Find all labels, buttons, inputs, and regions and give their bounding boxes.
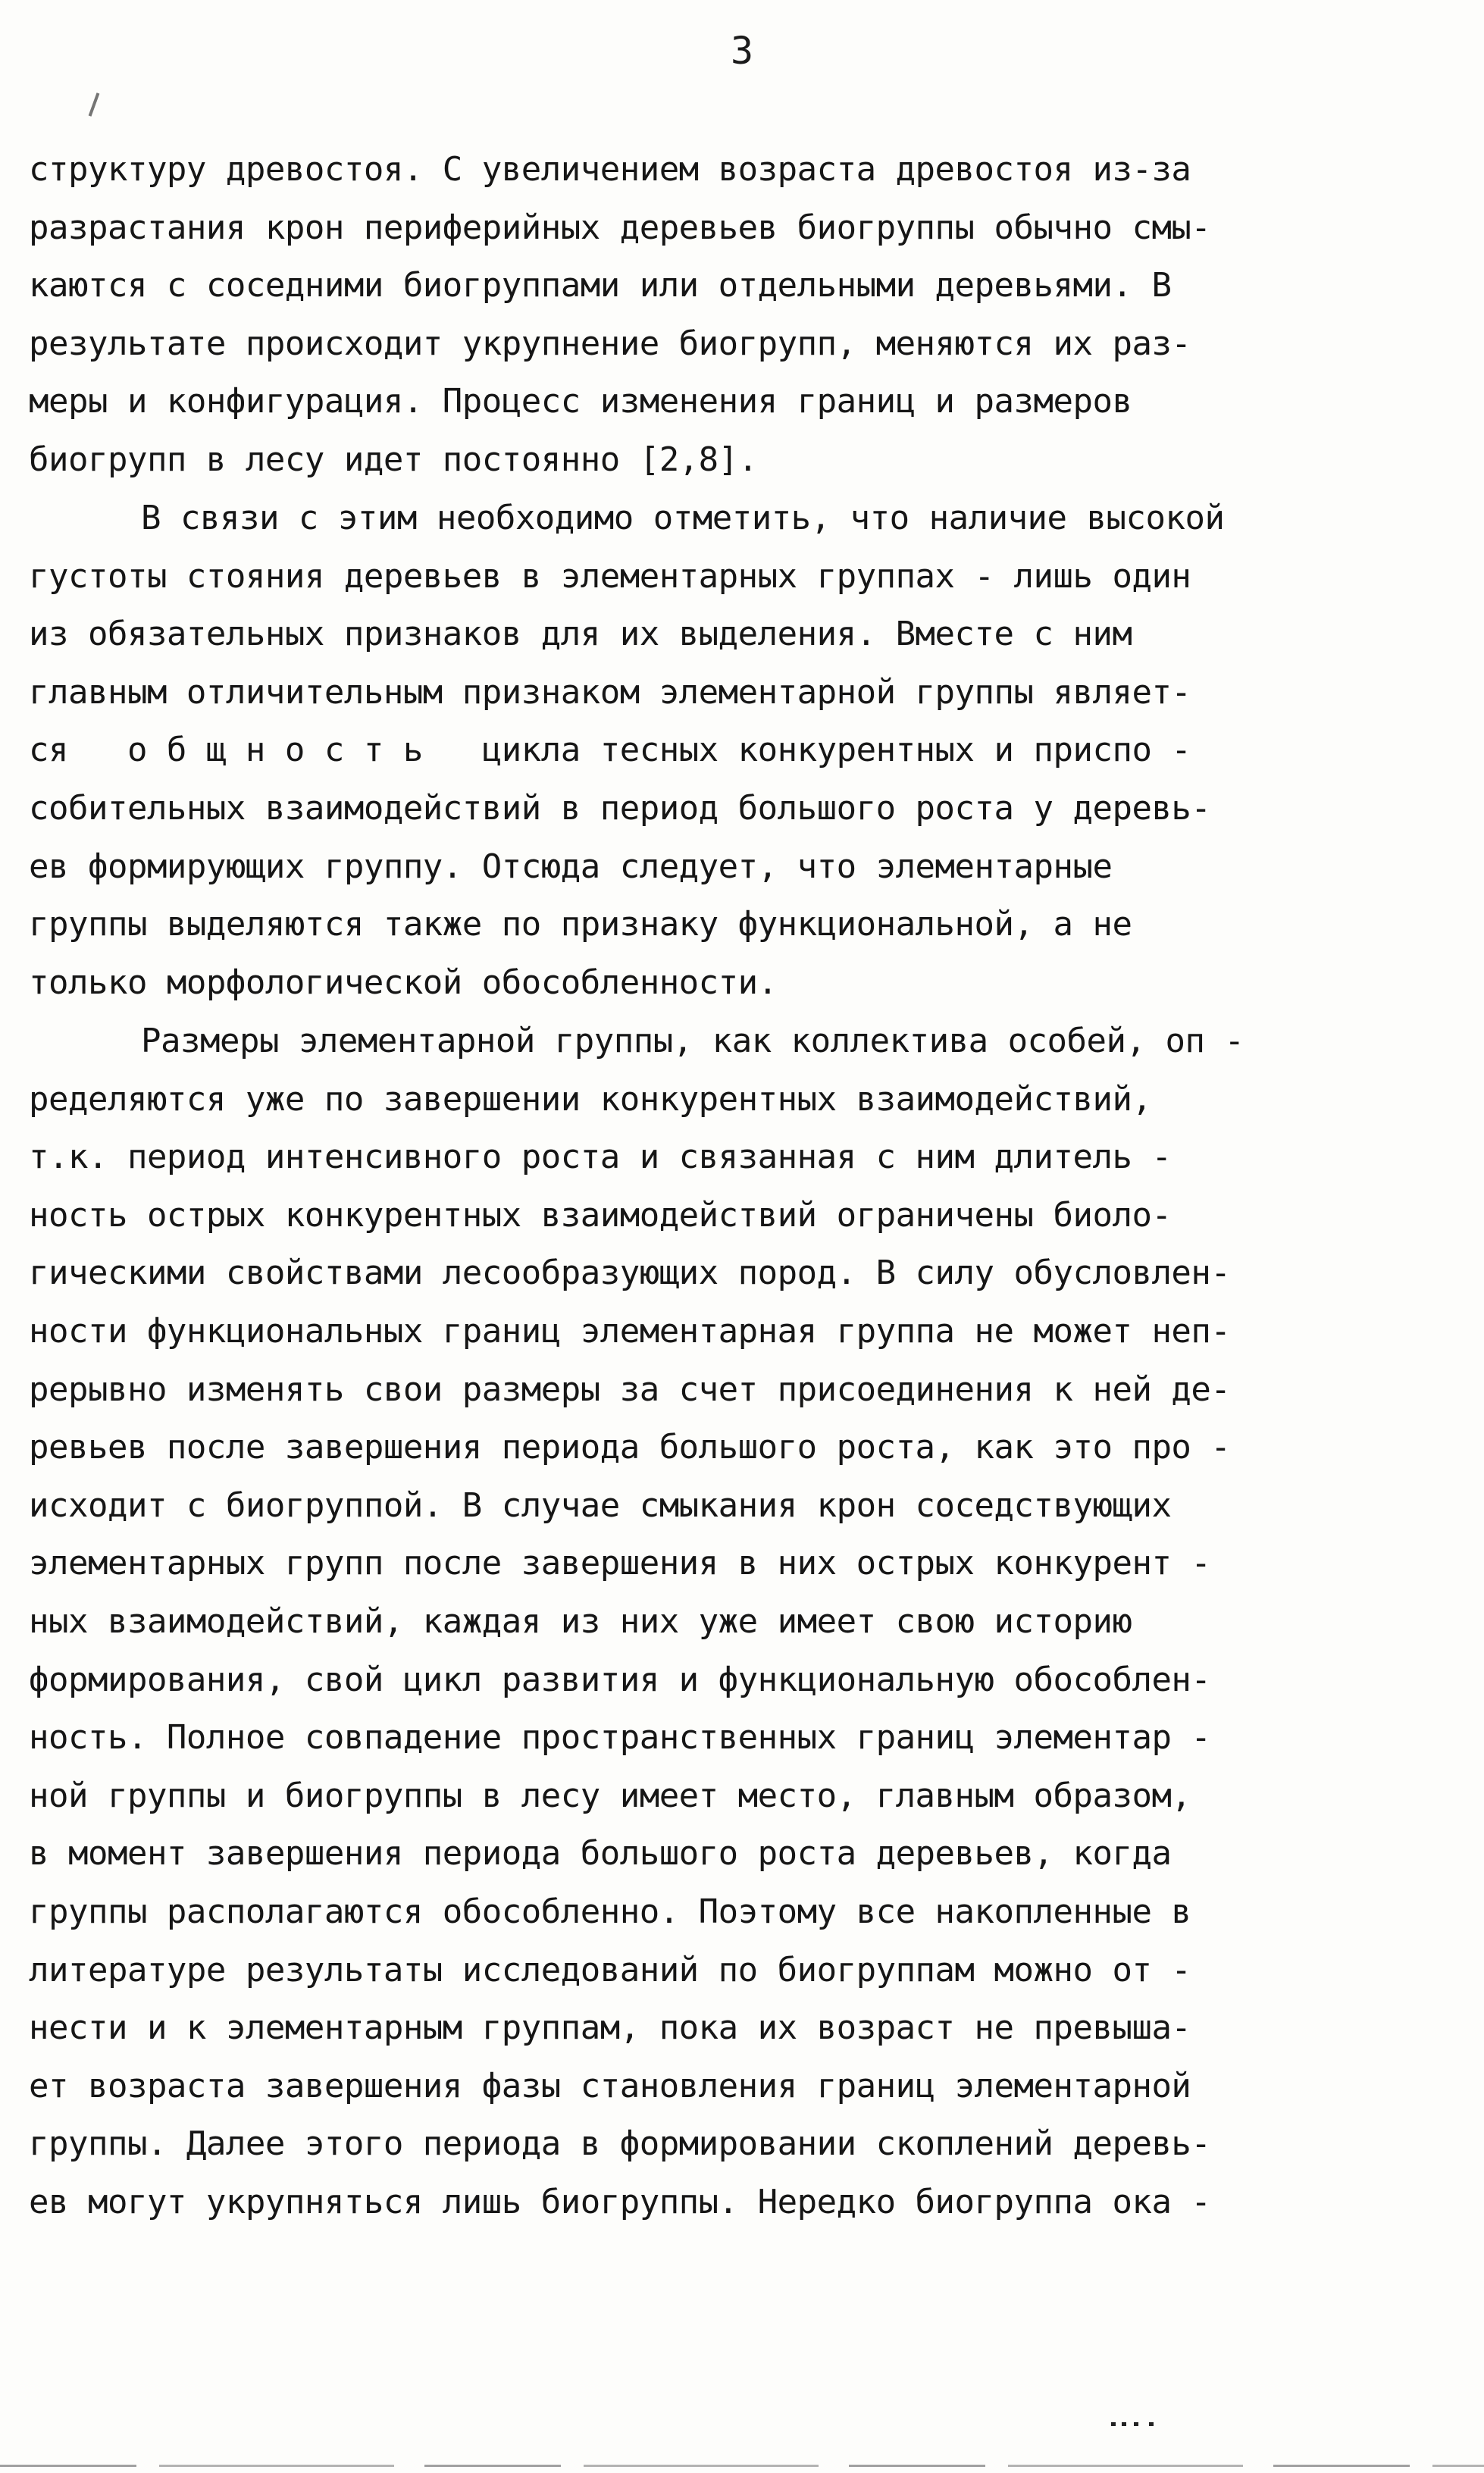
text-line: формирования, свой цикл развития и функциональную обособлен- [29,1660,1211,1699]
margin-tick-mark [89,92,100,116]
text-line: гическими свойствами лесообразующих пород. В силу обусловлен- [29,1254,1231,1293]
paragraph-3 [29,1013,1244,2231]
text-line: В связи с этим необходимо отметить, что наличие высокой [141,499,1225,537]
text-line: элементарных групп после завершения в них острых конкурент - [29,1544,1211,1583]
text-line: ности функциональных границ элементарная группа не может неп- [29,1311,1231,1351]
text-line: густоты стояния деревьев в элементарных группах - лишь один [29,556,1191,596]
text-line: группы. Далее этого периода в формировании скоплений деревь- [29,2124,1211,2164]
paragraph-2 [29,490,1224,1012]
text-line: собительных взаимодействий в период большого роста у деревь- [29,788,1211,828]
text-line: биогрупп в лесу идет постоянно [2,8]. [29,440,758,479]
text-line: разрастания крон периферийных деревьев биогруппы обычно смы- [29,208,1211,247]
text-line: ревьев после завершения периода большого роста, как это про - [29,1428,1231,1467]
text-line: ет возраста завершения фазы становления границ элементарной [29,2066,1191,2105]
text-line: ев могут укрупняться лишь биогруппы. Нередко биогруппа ока - [29,2182,1211,2221]
text-line: исходит с биогруппой. В случае смыкания крон соседствующих [29,1485,1172,1525]
text-line: в момент завершения периода большого роста деревьев, когда [29,1834,1172,1874]
text-line: нести и к элементарным группам, пока их возраст не превыша- [29,2008,1191,2048]
text-line: литературе результаты исследований по биогруппам можно от - [29,1950,1191,1989]
scan-specks [1111,2422,1172,2428]
text-line: ся о б щ н о с т ь цикла тесных конкурентных и приспо - [29,731,1191,770]
text-line: главным отличительным признаком элементарной группы являет- [29,672,1191,712]
text-line: только морфологической обособленности. [29,963,778,1002]
paragraph-1 [29,141,1210,490]
text-line: ность острых конкурентных взаимодействий ограничены биоло- [29,1195,1172,1235]
text-line: группы располагаются обособленно. Поэтому все накопленные в [29,1892,1191,1931]
text-line: Размеры элементарной группы, как коллектива особей, оп - [141,1022,1244,1060]
page-number: 3 [730,29,754,73]
text-line: ность. Полное совпадение пространственных границ элементар - [29,1718,1211,1758]
text-line: ных взаимодействий, каждая из них уже имеет свою историю [29,1601,1132,1641]
text-line: ной группы и биогруппы в лесу имеет место, главным образом, [29,1776,1191,1815]
text-line: каются с соседними биогруппами или отдельными деревьями. В [29,266,1172,305]
text-line: ределяются уже по завершении конкурентных взаимодействий, [29,1079,1152,1119]
text-line: результате происходит укрупнение биогрупп, меняются их раз- [29,324,1191,363]
text-line: группы выделяются также по признаку функциональной, а не [29,905,1132,944]
text-line: из обязательных признаков для их выделения. Вместе с ним [29,615,1132,654]
text-line: структуру древостоя. С увеличением возраста древостоя из-за [29,150,1191,189]
text-line: меры и конфигурация. Процесс изменения границ и размеров [29,382,1132,421]
text-line: рерывно изменять свои размеры за счет присоединения к ней де- [29,1370,1231,1409]
text-line: т.к. период интенсивного роста и связанная с ним длитель - [29,1138,1172,1177]
text-line: ев формирующих группу. Отсюда следует, что элементарные [29,847,1113,886]
scan-bottom-edge [0,2465,1484,2467]
